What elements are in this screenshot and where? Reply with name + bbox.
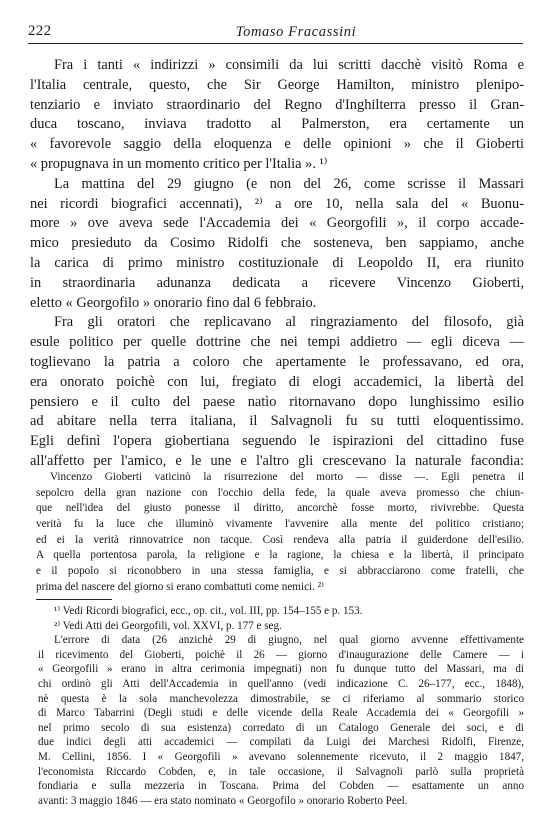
note-line: L'errore di data (26 anzichè 29 di giugno, nel qual giorno avvenne effettivamente	[54, 634, 524, 647]
text-line: Fra i tanti « indirizzi » consimili da lui scritti dacchè visitò Roma e	[54, 57, 524, 73]
text-line: in straordinaria adunanza dedicata a ricevere Vincenzo Gioberti,	[30, 274, 524, 291]
quote-line: ed ei la verità rinnovatrice non tacque. Così rendeva alla patria il guiderdone dell'esilio.	[36, 533, 524, 546]
quote-line: sepolcro della gran nazione con l'occhio della fede, la quale aveva promesso che chiun-	[36, 486, 524, 499]
quote-line: Vincenzo Gioberti vaticinò la risurrezione del morto — disse —. Egli penetra il	[50, 471, 524, 483]
note-line: fondiaria e sulla mezzeria in Toscana. Prima del Cobden — esattamente un anno	[38, 780, 524, 793]
text-line: era onorato poichè con lui, fregiato di elogi accademici, la libertà del	[30, 373, 524, 390]
quote-line: prima del nascere del giorno si erano combattuti come nemici. ²⁾	[36, 580, 324, 593]
text-line: pensiero e il culto del paese natìo ritornavano dopo lunghissimo esilio	[30, 393, 524, 410]
text-line: nei ricordi biografici accennati), ²⁾ a ore 10, nella sala del « Buonu-	[30, 195, 524, 212]
text-line: la carica di primo ministro costituzionale di Leopoldo II, era riunito	[30, 254, 524, 271]
main-text	[30, 56, 524, 472]
page-header	[28, 23, 520, 41]
note-line: M. Cellini, 1856. I « Georgofili » avevano solennemente ricevuto, il 2 maggio 1847,	[38, 750, 524, 763]
text-line: « favorevole saggio della eloquenza e delle opinioni » che il Gioberti	[30, 136, 524, 153]
note-line: due indici degli atti accademici — compilati da Luigi dei Marchesi Ridolfi, Firenze,	[38, 736, 524, 749]
text-line: duca toscano, inviava tradotto al Palmerston, era certamente un	[30, 116, 524, 133]
text-line: mico presieduto da Cosimo Ridolfi che sosteneva, ben sappiamo, anche	[30, 235, 524, 252]
text-line: toglievano la patria a coloro che apertamente le professavano, ed ora,	[30, 353, 524, 370]
note-line: chi ordinò gli Atti dell'Accademia in quell'anno (vedi indicazione C. 26–177, ecc., 1848),	[38, 677, 524, 690]
text-line: Fra gli oratori che replicavano al ringraziamento del filosofo, già	[54, 314, 524, 331]
footnote-2: ²⁾ Vedi Atti dei Georgofili, vol. XXVI, p. 177 e seg.	[54, 619, 282, 632]
note-line: il ricevimento del Gioberti, poichè il 26 — giorno d'inaugurazione delle Camere — i	[38, 648, 524, 661]
note-line: nel primo secolo di sua esistenza) corredato di un Catalogo Generale dei soci, e di	[38, 721, 524, 734]
note-line: di Marco Tabarrini (Degli studi e delle vicende della Reale Accademia dei « Georgofili »	[38, 707, 524, 720]
text-line: esule politico per quelle dottrine che nei tempi addietro — egli diceva —	[30, 334, 524, 351]
text-line: eletto « Georgofilo » onorario fino dal 6 febbraio.	[30, 294, 317, 311]
text-line: La mattina del 29 giugno (e non del 26, come scrisse il Massari	[54, 175, 524, 192]
text-line: ad abitare nella terra italiana, il Salvagnoli fu su tutti eloquentissimo.	[30, 413, 524, 430]
running-head: Tomaso Fracassini	[235, 24, 357, 40]
block-quote	[36, 470, 524, 596]
quote-line: A quella portentosa parola, la religione e la ragione, la chiesa e la libertà, il principato	[36, 549, 524, 562]
quote-line: verità fu la luce che illuminò vivamente l'avvenire alla mente del politico cristiano;	[36, 518, 524, 531]
footnote-1: ¹⁾ Vedi Ricordi biografici, ecc., op. cit., vol. III, pp. 154–155 e p. 153.	[54, 605, 363, 617]
footnotes	[38, 604, 524, 808]
page-number: 222	[28, 23, 52, 39]
note-line: l'economista Riccardo Cobden, e, in tale occasione, il Salvagnoli parlò sulla proprietà	[38, 765, 524, 778]
note-line: avanti: 3 maggio 1846 — era stato nominato « Georgofilo » onorario Roberto Peel.	[38, 794, 408, 807]
note-line: nè questa è la sola manchevolezza dimostrabile, se ci riferiamo al sommario storico	[38, 692, 524, 705]
text-line: all'affetto per l'amico, e le une e l'altro gli crescevano la naturale facondia:	[30, 452, 524, 469]
text-line: tenziario e inviato straordinario del Regno d'Inghilterra presso il Gran-	[30, 96, 524, 113]
header-rule	[28, 43, 523, 44]
quote-line: e il popolo si riconobbero in una stessa famiglia, e si abbracciarono come fratelli, che	[36, 565, 524, 578]
text-line: Egli definì l'opera giobertiana seguendo le ispirazioni del cittadino fuse	[30, 433, 524, 450]
text-line: « propugnava in un momento critico per l'Italia ». ¹⁾	[30, 155, 328, 172]
text-line: more » ove aveva sede l'Accademia dei « Georgofili », il corpo accade-	[30, 215, 524, 232]
quote-line: que nell'idea del giusto ponesse il diritto, ancorchè fosse morto, rivivrebbe. Questa	[36, 502, 524, 515]
text-line: l'Italia centrale, questo, che Sir George Hamilton, ministro plenipo-	[30, 76, 524, 93]
note-line: « Georgofili » erano in altra cerimonia impegnati) non fu dunque tutto del Massari, ma di	[38, 663, 524, 676]
footnote-rule	[36, 599, 112, 600]
